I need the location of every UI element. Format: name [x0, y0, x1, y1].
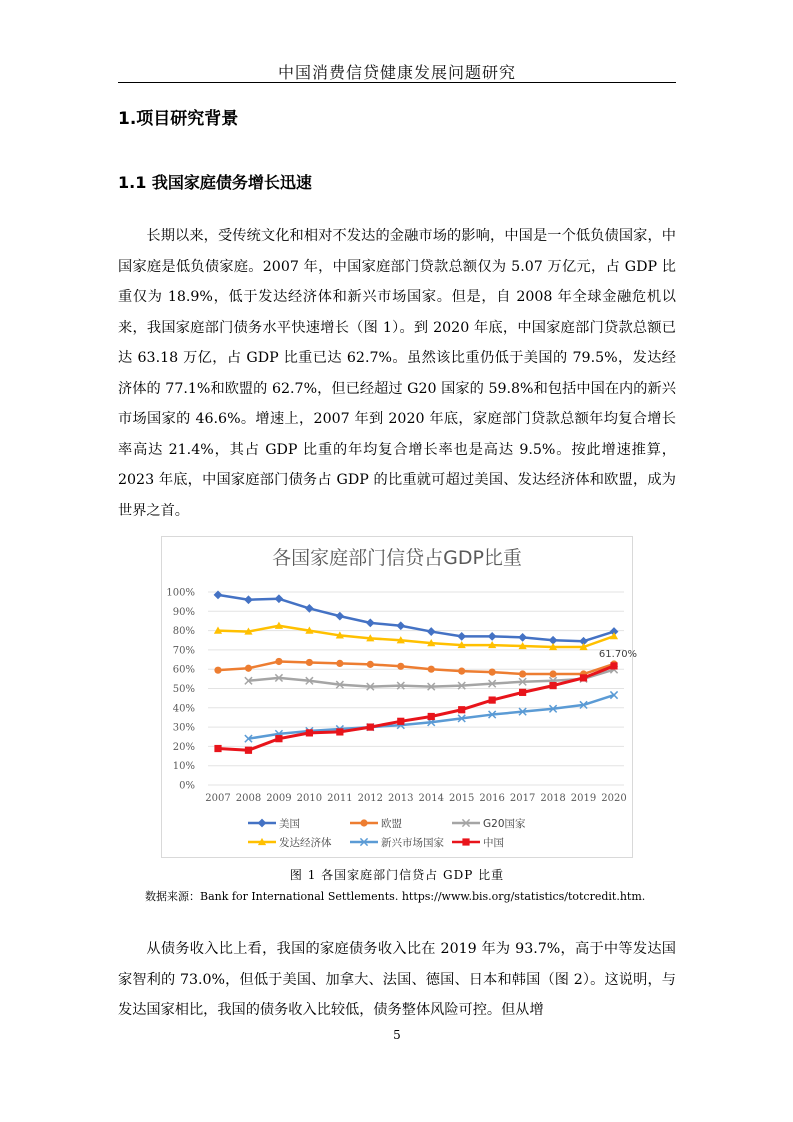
data-point [397, 663, 404, 670]
data-point [427, 627, 436, 636]
x-tick-label: 2010 [296, 793, 323, 804]
y-tick-label: 50% [172, 684, 195, 695]
x-tick-label: 2012 [357, 793, 384, 804]
x-tick-label: 2015 [448, 793, 475, 804]
x-tick-label: 2011 [327, 793, 353, 804]
data-point [367, 724, 374, 731]
data-point [457, 632, 466, 641]
data-point [245, 747, 252, 754]
data-point [458, 668, 465, 675]
line-chart-plot [162, 537, 638, 857]
data-point [458, 706, 465, 713]
data-point [214, 745, 221, 752]
body-paragraph-1: 长期以来，受传统文化和相对不发达的金融市场的影响，中国是一个低负债国家，中国家庭是低负债家庭。2007 年，中国家庭部门贷款总额仅为 5.07 万亿元，占 GDP 比重仅为 18.9%，低于发达经济体和新兴市场国家。但是，自 2008 年全球金融危机以来，我国家庭部门债务水平快速增长（图 1）。到 2020 年底，中国家庭部门贷款总额已达 63.18 万亿，占 GDP 比重已达 62.7%。虽然该比重仍低于美国的 79.5%，发达经济体的 77.1%和欧盟的 62.7%，但已经超过 G20 国家的 59.8%和包括中国在内的新兴市场国家的 46.6%。增速上，2007 年到 2020 年底，家庭部门贷款总额年均复合增长率高达 21.4%，其占 GDP 比重的年均复合增长率也是高达 9.5%。按此增速推算，2023 年底，中国家庭部门债务占 GDP 的比重就可超过美国、发达经济体和欧盟，成为世界之首。 [118, 228, 676, 519]
data-point [580, 674, 587, 681]
data-point [549, 670, 556, 677]
figure-caption: 图 1 各国家庭部门信贷占 GDP 比重 [289, 868, 505, 882]
data-point [519, 670, 526, 677]
legend-label: 发达经济体 [279, 837, 332, 849]
x-tick-label: 2008 [235, 793, 262, 804]
legend-label: 新兴市场国家 [381, 837, 444, 849]
data-point [336, 728, 343, 735]
data-point [397, 718, 404, 725]
legend-marker [258, 819, 267, 828]
data-point [275, 658, 282, 665]
figure-source: 数据来源：Bank for International Settlements. https://www.bis.org/statistics/totcredit.htm. [145, 890, 646, 903]
data-point [275, 735, 282, 742]
legend-marker [462, 838, 469, 845]
data-point [396, 621, 405, 630]
data-point [488, 632, 497, 641]
y-tick-label: 20% [172, 741, 195, 753]
running-header: 中国消费信贷健康发展问题研究 [277, 63, 516, 82]
x-tick-label: 2016 [479, 793, 505, 804]
data-point [367, 661, 374, 668]
data-point [306, 729, 313, 736]
data-point [549, 682, 556, 689]
data-point [306, 659, 313, 666]
legend-label: 美国 [279, 818, 300, 830]
y-tick-label: 70% [172, 645, 195, 657]
y-tick-label: 100% [166, 587, 195, 599]
data-point [489, 696, 496, 703]
data-point [244, 595, 253, 604]
data-point [519, 689, 526, 696]
x-tick-label: 2019 [570, 793, 597, 804]
data-label: 61.70% [598, 648, 638, 660]
subsection-heading: 1.1 我国家庭债务增长迅速 [118, 173, 312, 192]
legend-marker [360, 819, 367, 826]
data-point [428, 713, 435, 720]
x-tick-label: 2007 [205, 793, 231, 804]
series-line [218, 595, 614, 641]
data-point [245, 665, 252, 672]
legend-label: G20国家 [483, 818, 526, 830]
y-tick-label: 60% [172, 664, 195, 676]
chart-title: 各国家庭部门信贷占GDP比重 [272, 547, 522, 569]
x-tick-label: 2014 [418, 793, 444, 804]
y-tick-label: 30% [172, 722, 195, 734]
data-point [214, 667, 221, 674]
data-point [610, 662, 617, 669]
data-point [275, 594, 284, 603]
y-tick-label: 40% [172, 703, 195, 715]
y-tick-label: 90% [172, 606, 195, 618]
section-heading: 1.项目研究背景 [118, 109, 239, 129]
data-point [335, 612, 344, 621]
x-tick-label: 2020 [601, 793, 627, 804]
x-tick-label: 2018 [540, 793, 566, 804]
y-tick-label: 10% [172, 761, 195, 773]
legend-label: 欧盟 [381, 818, 402, 830]
y-tick-label: 80% [172, 626, 195, 638]
x-tick-label: 2009 [266, 793, 292, 804]
header-rule [118, 82, 676, 83]
data-point [336, 660, 343, 667]
figure-chart [161, 536, 638, 858]
data-point [489, 668, 496, 675]
legend-label: 中国 [483, 837, 504, 849]
x-tick-label: 2013 [388, 793, 414, 804]
body-paragraph-2: 从债务收入比上看，我国的家庭债务收入比在 2019 年为 93.7%，高于中等发达国家智利的 73.0%，但低于美国、加拿大、法国、德国、日本和韩国（图 2）。这说明，与发达国家相比，我国的债务收入比较低，债务整体风险可控。但从增 [118, 941, 676, 1018]
y-tick-label: 0% [179, 780, 195, 792]
data-point [366, 618, 375, 627]
x-tick-label: 2017 [509, 793, 536, 804]
page-number: 5 [393, 1028, 401, 1042]
data-point [518, 633, 527, 642]
data-point [428, 666, 435, 673]
